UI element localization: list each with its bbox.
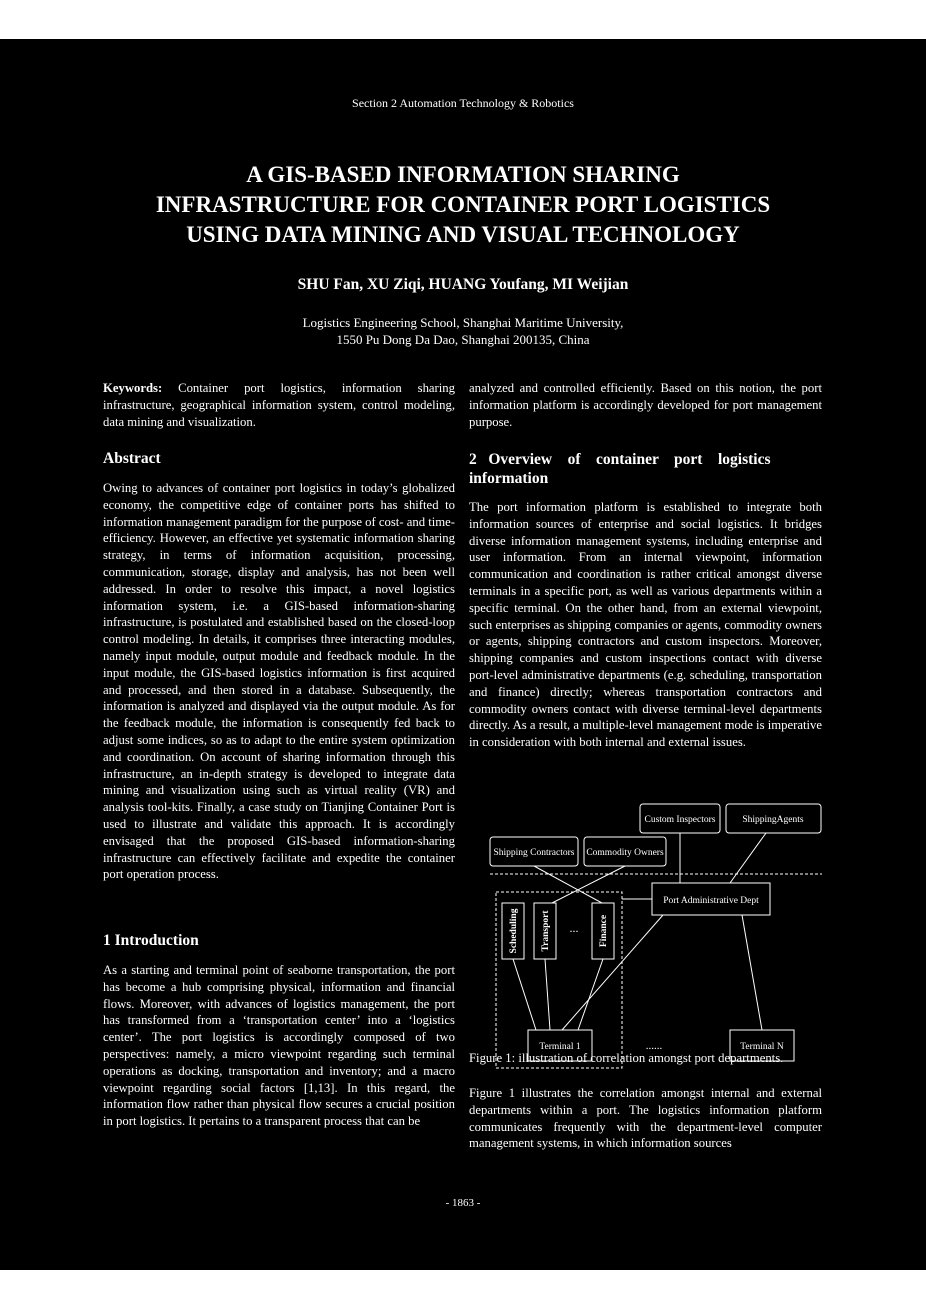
connector-line [730, 833, 766, 883]
custom-inspectors-label: Custom Inspectors [644, 815, 716, 825]
introduction-heading: 1 Introduction [103, 932, 199, 949]
continuation-paragraph [469, 380, 822, 430]
title-line: USING DATA MINING AND VISUAL TECHNOLOGY [186, 222, 740, 247]
affiliation-line: Logistics Engineering School, Shanghai Maritime University, [302, 315, 624, 330]
paper-page [0, 39, 926, 1270]
title-line: INFRASTRUCTURE FOR CONTAINER PORT LOGISTICS [155, 192, 771, 217]
section-header: Section 2 Automation Technology & Robotics [352, 96, 574, 110]
authors: SHU Fan, XU Ziqi, HUANG Youfang, MI Weijian [297, 276, 629, 293]
figure1-caption-text: Figure 1: illustration of correlation amongst port departments. [469, 1051, 784, 1065]
section2-heading-line: information [469, 470, 549, 487]
section2-heading [469, 450, 822, 488]
connector-line [552, 866, 625, 903]
scheduling-label: Scheduling [509, 908, 519, 954]
figure1-caption [469, 1050, 822, 1067]
section2-heading-line: 2 Overview of container port logistics [469, 451, 771, 468]
figure1-diagram [480, 799, 826, 1052]
commodity-owners-label: Commodity Owners [586, 848, 664, 858]
shipping-agents-label: ShippingAgents [742, 815, 804, 825]
connector-line [513, 959, 536, 1030]
port-admin-label: Port Administrative Dept [663, 896, 759, 906]
departments-ellipsis: ... [569, 921, 579, 935]
abstract-heading: Abstract [103, 450, 161, 467]
paper-title [60, 160, 866, 250]
terminalN-label: Terminal N [740, 1042, 784, 1052]
after-figure-paragraph [469, 1085, 822, 1152]
introduction-body [103, 962, 455, 1130]
connector-line [545, 959, 550, 1030]
keywords-label: Keywords: [103, 381, 163, 395]
terminal1-label: Terminal 1 [539, 1042, 581, 1052]
shipping-contractors-label: Shipping Contractors [493, 848, 575, 858]
terminals-ellipsis: ...... [645, 1040, 663, 1052]
after-figure-text: Figure 1 illustrates the correlation amongst internal and external departments within a port. The logistics information platform communicates frequently with the department-level computer management systems, in which information sources [469, 1086, 822, 1151]
connector-line [578, 959, 603, 1030]
finance-label: Finance [599, 914, 609, 948]
section2-text: The port information platform is established to integrate both information sources of enterprise and social logistics. It bridges diverse information management systems, including enterprise and user information. From an internal viewpoint, information communication and coordination is rather critical amongst diverse terminals in a specific port, as well as various departments within a specific terminal. On the other hand, from an external viewpoint, such enterprises as shipping companies or agents, commodity owners or agents, shipping contractors and custom inspectors. Moreover, shipping companies and custom inspections contact with diverse port-level administrative departments (e.g. scheduling, transportation and finance) directly; whereas transportation contractors and commodity owners contact with diverse terminal-level departments directly. As a result, a multiple-level management mode is imperative in consideration with both internal and external issues. [469, 500, 822, 750]
section2-body [469, 499, 822, 751]
connector-line [534, 866, 602, 903]
page-number: - 1863 - [445, 1197, 481, 1209]
title-line: A GIS-BASED INFORMATION SHARING [246, 162, 680, 187]
connector-line [742, 915, 762, 1030]
keywords [103, 380, 455, 430]
abstract-body [103, 480, 455, 883]
transport-label: Transport [541, 910, 551, 952]
introduction-text: As a starting and terminal point of seaborne transportation, the port has become a hub comprising physical, information and financial flows. Moreover, with advances of logistics management, the port has transformed from a ‘transportation center’ into a ‘logistics center’. The port logistics is accordingly composed of two perspectives: namely, a micro viewpoint regarding such terminal operations as docking, transportation and inventory; and a macro viewpoint regarding social factors [1,13]. In this regard, the information flow rather than physical flow secures a crucial position in port logistics. It pertains to a transparent process that can be [103, 963, 455, 1129]
affiliation-line: 1550 Pu Dong Da Dao, Shanghai 200135, China [336, 332, 590, 347]
continuation-text: analyzed and controlled efficiently. Based on this notion, the port information platform is accordingly developed for port management purpose. [469, 381, 822, 429]
abstract-text: Owing to advances of container port logistics in today’s globalized economy, the competitive edge of container ports has shifted to information management paradigm for the purpose of cost- and time-efficiency. However, an effective yet systematic information sharing strategy, in terms of information acquisition, processing, communication, storage, display and analysis, has not been well addressed. In order to resolve this impact, a novel logistics information system, i.e. a GIS-based information-sharing infrastructure, is postulated and established based on the closed-loop control modeling. In details, it comprises three interacting modules, namely input module, output module and feedback module. In the input module, the GIS-based logistics information is first acquired and processed, and then stored in a database. Subsequently, the information is analyzed and displayed via the output module. As for the feedback module, the information is consequently fed back to adjust some indices, so as to adapt to the entire system optimization and coordination. On account of sharing information through this infrastructure, an in-depth strategy is developed to integrate data mining and visualization using such as virtual reality (VR) and analysis tool-kits. Finally, a case study on Tianjing Container Port is used to illustrate and validate this approach. It is accordingly envisaged that the proposed GIS-based information-sharing infrastructure can effectively facilitate and expedite the container port operation process. [103, 481, 455, 882]
affiliation [0, 314, 926, 348]
keywords-text: Container port logistics, information sharing infrastructure, geographical information system, control modeling, data mining and visualization. [103, 381, 455, 429]
